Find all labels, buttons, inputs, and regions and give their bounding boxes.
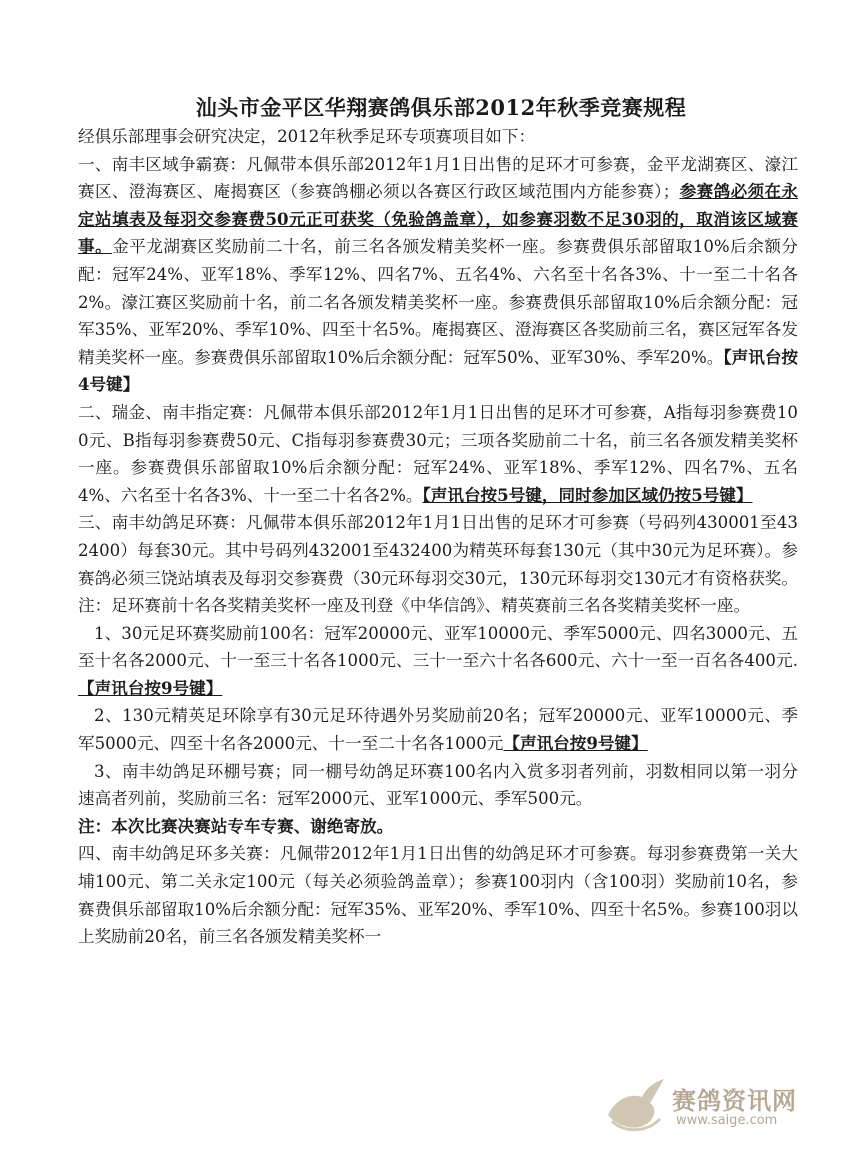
section-3-item-1 [78,620,798,703]
section-3-item-2 [78,702,798,757]
watermark-url: www.saige.com [676,1113,778,1128]
document-title: 汕头市金平区华翔赛鸽俱乐部2012年秋季竞赛规程 [195,95,687,120]
section-1-regional-race [78,151,798,399]
section-3-item-3: 3、南丰幼鸽足环棚号赛；同一棚号幼鸽足环赛100名内入赏多羽者列前，羽数相同以第一羽分速高者列前，奖励前三名：冠军2000元、亚军1000元、季军500元。 [78,761,798,809]
rules-document [78,92,798,951]
section-2-designated-race [78,399,798,509]
item-1-text: 1、30元足环赛奖励前100名：冠军20000元、亚军10000元、季军5000元、四名3000元、五至十名各2000元、十一至三十名各1000元、三十一至六十名各600元、六十一至一百名各400元. [78,623,798,671]
section-2-hotline-key: 【声讯台按5号键，同时参加区域仍按5号键】 [422,484,753,505]
pigeon-logo-icon [602,1071,668,1137]
section-1-text: 一、南丰区域争霸赛：凡佩带本俱乐部2012年1月1日出售的足环才可参赛，金平龙湖赛区、濠江赛区、澄海赛区、庵揭赛区（参赛鸽棚必须以各赛区行政区域范围内方能参赛）； [78,154,798,202]
section-1-hotline-key: 【声讯台按4号键】 [78,346,799,395]
section-1-highlight: 参赛鸽必须在永定站填表及每羽交参赛费50元正可获奖（免验鸽盖章），如参赛羽数不足30羽的，取消该区域赛事。 [78,181,799,257]
item-2-hotline-key: 【声讯台按9号键】 [503,733,648,754]
intro-paragraph: 经俱乐部理事会研究决定，2012年秋季足环专项赛项目如下： [78,127,536,146]
site-watermark [602,1067,812,1147]
section-2-text: 二、瑞金、南丰指定赛：凡佩带本俱乐部2012年1月1日出售的足环才可参赛，A指每羽参赛费100元、B指每羽参赛费50元、C指每羽参赛费30元；三项各奖励前二十名，前三名各颁发精美奖杯一座。参赛费俱乐部留取10%后余额分配：冠军24%、亚军18%、季军12%、四名7%、五名4%、六名至十名各3%、十一至二十名各2%。 [78,402,798,505]
item-2-text: 2、130元精英足环除享有30元足环待遇外另奖励前20名；冠军20000元、亚军10000元、季军5000元、四至十名各2000元、十一至二十名各1000元 [78,706,798,754]
item-1-hotline-key: 【声讯台按9号键】 [78,677,223,698]
section-3-young-bird-race: 三、南丰幼鸽足环赛：凡佩带本俱乐部2012年1月1日出售的足环才可参赛（号码列430001至432400）每套30元。其中号码列432001至432400为精英环每套130元（其中30元为足环赛）。参赛鸽必须三饶站填表及每羽交参赛费（30元环每羽交30元，130元环每羽交130元才有资格获奖。注：足环赛前十名各奖精美奖杯一座及刊登《中华信鸽》、精英赛前三名各奖精美奖杯一座。 [78,513,798,616]
section-4-multi-stage-race: 四、南丰幼鸽足环多关赛：凡佩带2012年1月1日出售的幼鸽足环才可参赛。每羽参赛费第一关大埔100元、第二关永定100元（每关必须验鸽盖章）；参赛100羽内（含100羽）奖励前10名，参赛费俱乐部留取10%后余额分配：冠军35%、亚军20%、季军10%、四至十名5%。参赛100羽以上奖励前20名，前三名各颁发精美奖杯一 [78,844,798,947]
section-1-prizes: 金平龙湖赛区奖励前二十名，前三名各颁发精美奖杯一座。参赛费俱乐部留取10%后余额分配：冠军24%、亚军18%、季军12%、四名7%、五名4%、六名至十名各3%、十一至二十名各2%。濠江赛区奖励前十名，前二名各颁发精美奖杯一座。参赛费俱乐部留取10%后余额分配：冠军35%、亚军20%、季军10%、四至十名5%。庵揭赛区、澄海赛区各奖励前三名，赛区冠军各发精美奖杯一座。参赛费俱乐部留取10%后余额分配：冠军50%、亚军30%、季军20%。 [78,237,798,367]
section-3-note: 注：本次比赛决赛站专车专赛、谢绝寄放。 [78,815,394,836]
watermark-site-name: 赛鸽资讯网 [672,1087,797,1115]
